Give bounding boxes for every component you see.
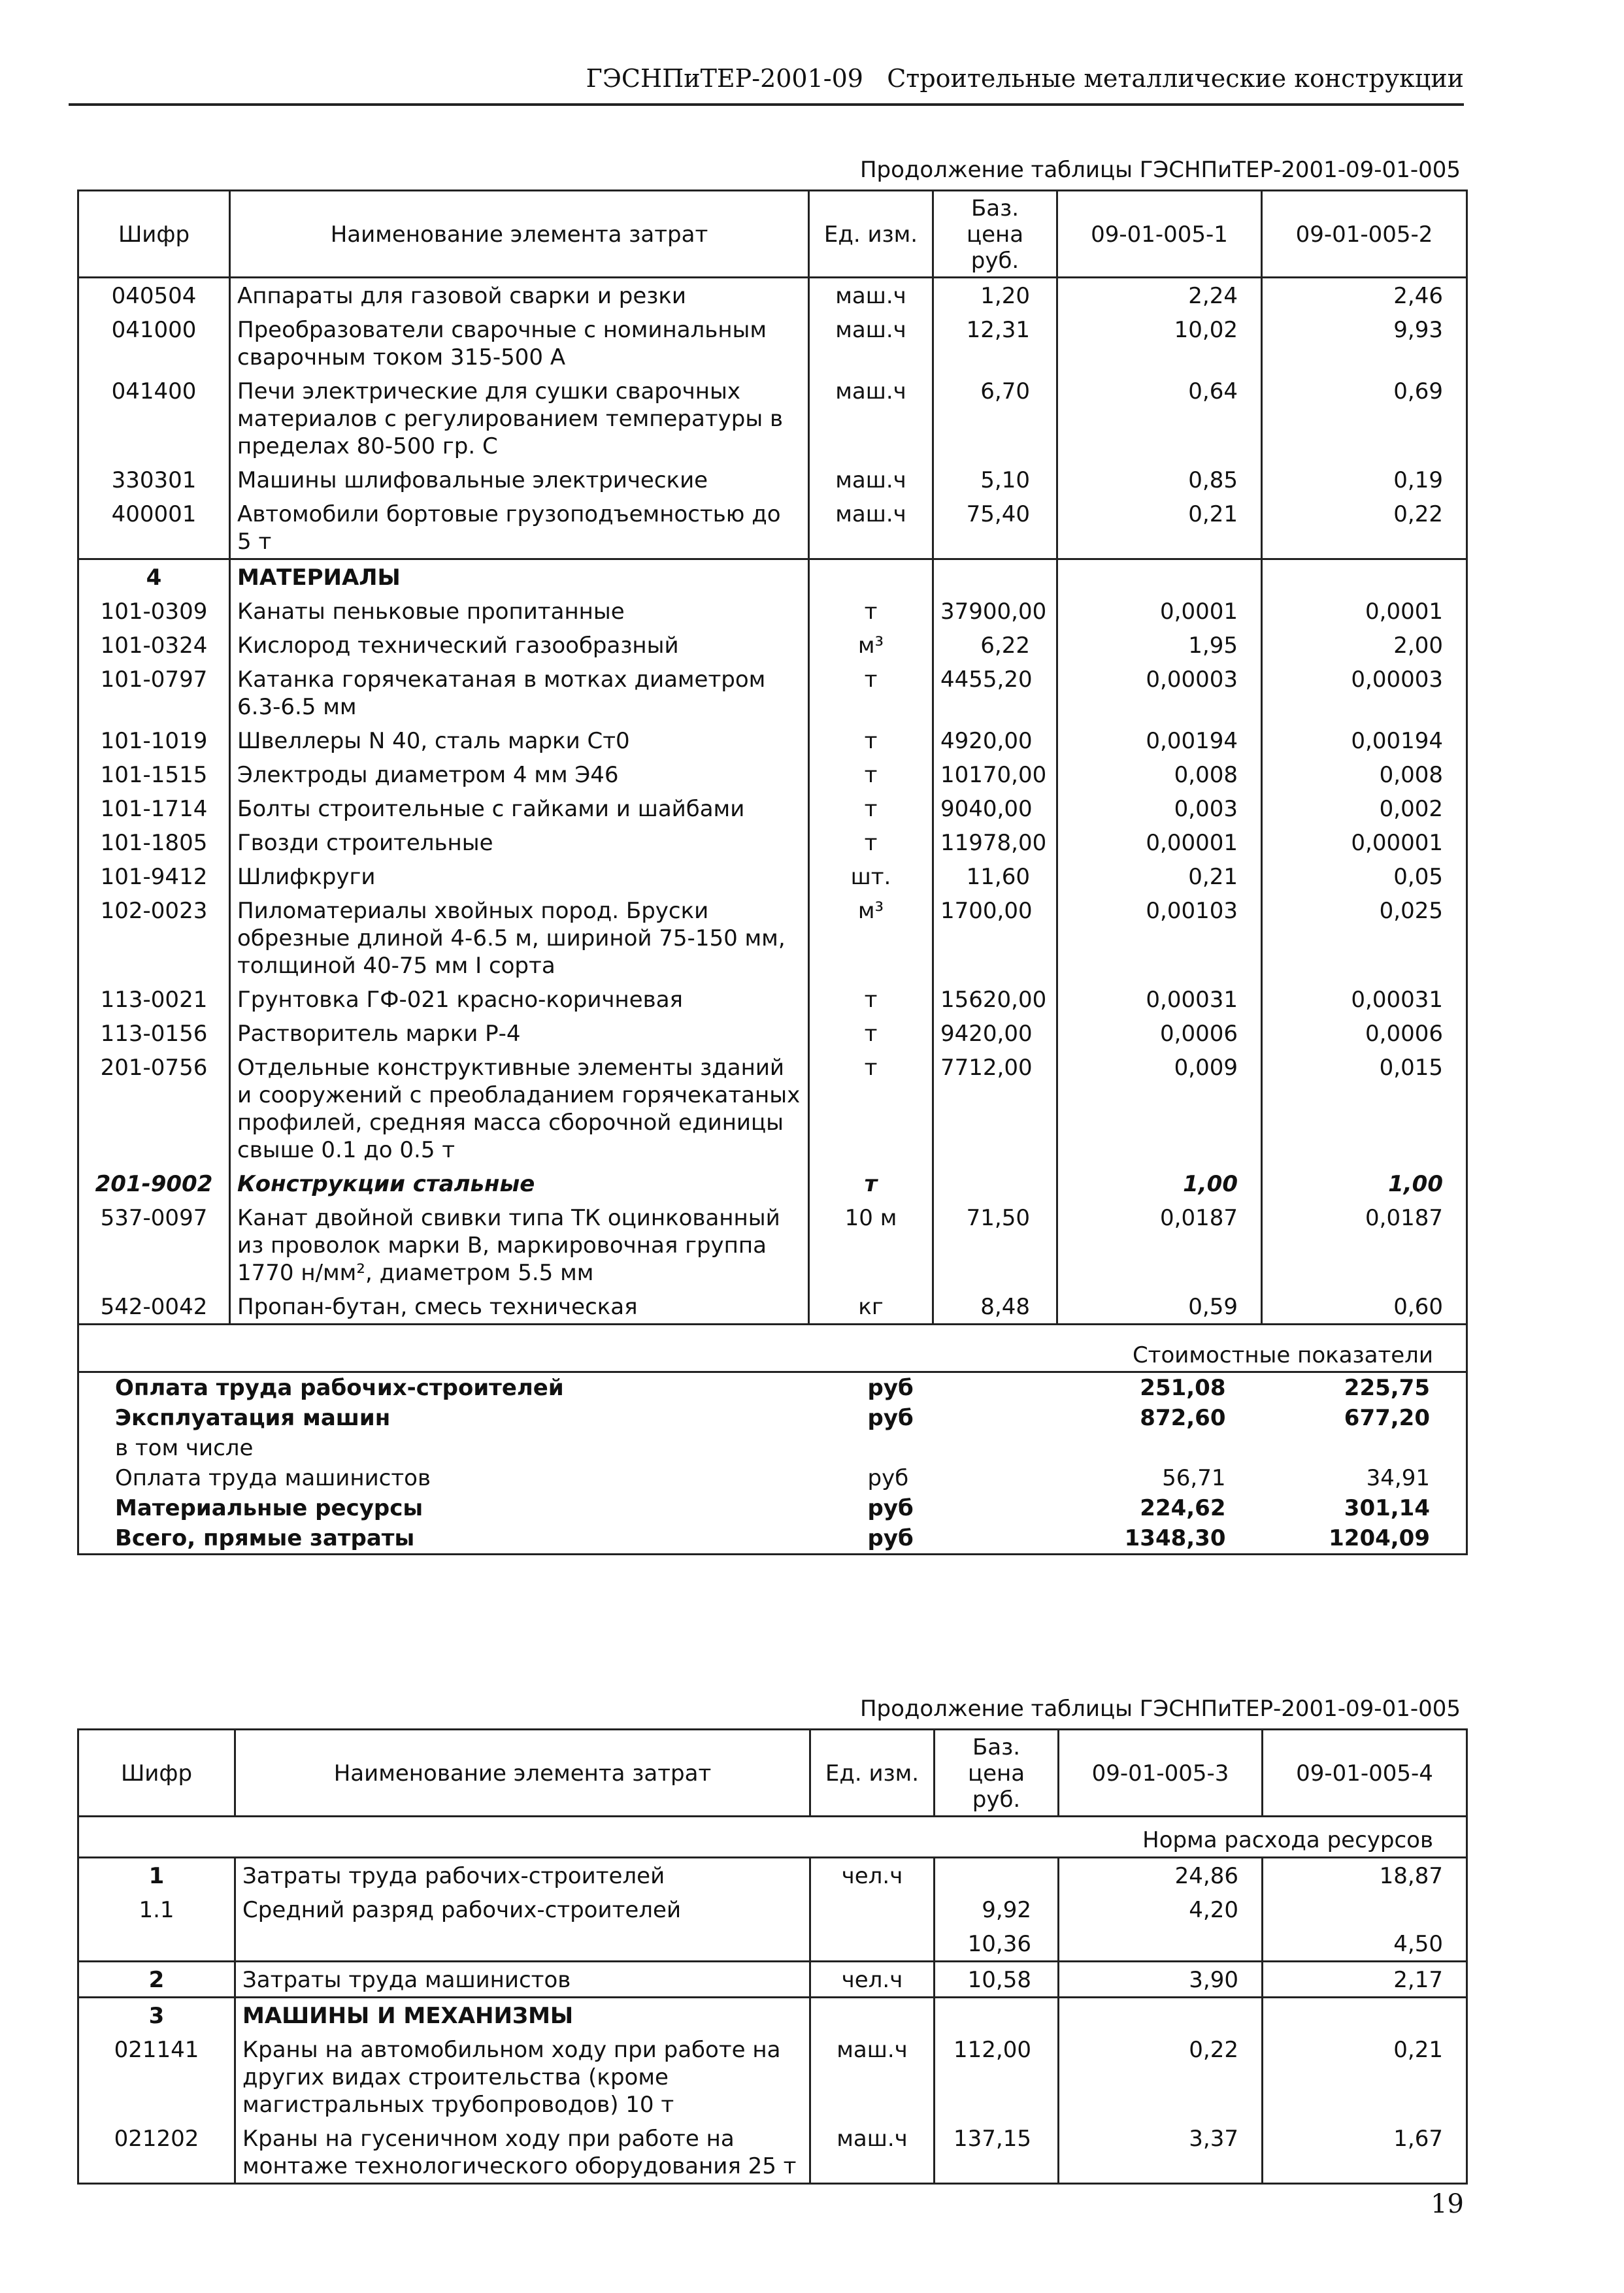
cell-value-1: 0,0006 <box>1057 1016 1262 1050</box>
summary-unit: руб <box>809 1372 933 1404</box>
cell-value-1 <box>1059 1926 1263 1962</box>
cell-code: 330301 <box>78 463 230 497</box>
cell-value-1: 3,37 <box>1059 2121 1263 2184</box>
table-row <box>78 1200 1467 1289</box>
table-row <box>78 723 1467 757</box>
cell-value-1: 0,00031 <box>1057 982 1262 1016</box>
cell-price: 10,36 <box>935 1926 1059 1962</box>
section-number: 4 <box>78 559 230 595</box>
table-row <box>78 1016 1467 1050</box>
cell-value-2: 0,00194 <box>1262 723 1467 757</box>
cell-unit: кг <box>809 1289 933 1325</box>
summary-label: в том числе <box>78 1433 809 1463</box>
table-row <box>78 463 1467 497</box>
cell-name: Швеллеры N 40, сталь марки Ст0 <box>230 723 809 757</box>
cell-name: Грунтовка ГФ-021 красно-коричневая <box>230 982 809 1016</box>
cell-price: 7712,00 <box>933 1050 1057 1166</box>
table-row <box>78 791 1467 825</box>
cell-price: 75,40 <box>933 497 1057 559</box>
summary-unit <box>809 1433 933 1463</box>
section-heading-row <box>78 559 1467 595</box>
cell-value-1: 24,86 <box>1059 1858 1263 1893</box>
cell-value-1: 0,009 <box>1057 1050 1262 1166</box>
col2-header-v2: 09-01-005-4 <box>1263 1730 1467 1817</box>
cell-name: Растворитель марки Р-4 <box>230 1016 809 1050</box>
col-header-name: Наименование элемента затрат <box>230 191 809 278</box>
cell-value-2: 0,60 <box>1262 1289 1467 1325</box>
cell-value-2: 1,00 <box>1262 1166 1467 1200</box>
cell-price <box>935 1998 1059 2033</box>
cell-value-2: 0,025 <box>1262 893 1467 982</box>
cell-value-1: 0,22 <box>1059 2032 1263 2121</box>
cell-value-2: 0,05 <box>1262 859 1467 893</box>
empty-cell <box>933 1403 1057 1433</box>
cell-code: 2 <box>78 1962 235 1998</box>
cell-name: Болты строительные с гайками и шайбами <box>230 791 809 825</box>
resource-table-2 <box>77 1728 1468 2185</box>
cell-value-2 <box>1263 1892 1467 1926</box>
cell-value-2: 0,22 <box>1262 497 1467 559</box>
empty-cell <box>809 559 933 595</box>
table-row <box>78 1892 1467 1926</box>
cell-code: 201-9002 <box>78 1166 230 1200</box>
col-header-code: Шифр <box>78 191 230 278</box>
summary-value-2: 301,14 <box>1262 1493 1467 1523</box>
cell-price: 10170,00 <box>933 757 1057 791</box>
cell-name: Пропан-бутан, смесь техническая <box>230 1289 809 1325</box>
cell-value-1: 1,95 <box>1057 628 1262 662</box>
cell-value-1: 0,00001 <box>1057 825 1262 859</box>
cell-price: 9040,00 <box>933 791 1057 825</box>
cell-name: Канаты пеньковые пропитанные <box>230 594 809 628</box>
page-number: 19 <box>1431 2189 1464 2219</box>
cell-code: 400001 <box>78 497 230 559</box>
col2-header-price: Баз. цена руб. <box>935 1730 1059 1817</box>
cell-value-2: 0,015 <box>1262 1050 1467 1166</box>
cell-code: 101-1805 <box>78 825 230 859</box>
summary-row <box>78 1433 1467 1463</box>
resource-table-1 <box>77 190 1468 1555</box>
table-row <box>78 374 1467 463</box>
cell-value-1: 0,21 <box>1057 497 1262 559</box>
cell-price: 9420,00 <box>933 1016 1057 1050</box>
cell-code: 040504 <box>78 278 230 313</box>
cell-price: 37900,00 <box>933 594 1057 628</box>
cell-code <box>78 1926 235 1962</box>
cell-value-1: 0,85 <box>1057 463 1262 497</box>
table-row <box>78 628 1467 662</box>
table-row <box>78 662 1467 723</box>
cell-name: Аппараты для газовой сварки и резки <box>230 278 809 313</box>
cell-unit: т <box>809 982 933 1016</box>
cell-value-2: 0,19 <box>1262 463 1467 497</box>
cell-price: 6,70 <box>933 374 1057 463</box>
cell-price: 137,15 <box>935 2121 1059 2184</box>
table-row <box>78 1926 1467 1962</box>
cell-price: 11978,00 <box>933 825 1057 859</box>
summary-value-1: 872,60 <box>1140 1405 1226 1431</box>
cell-name: Краны на автомобильном ходу при работе на других видах строительства (кроме магистральных трубопроводов) 10 т <box>235 2032 810 2121</box>
cell-value-2: 2,46 <box>1262 278 1467 313</box>
summary-value-2: 1204,09 <box>1262 1523 1467 1555</box>
cell-name: Печи электрические для сушки сварочных материалов с регулированием температуры в пределах 80-500 гр. С <box>230 374 809 463</box>
cell-unit: маш.ч <box>809 497 933 559</box>
cell-price: 12,31 <box>933 312 1057 374</box>
cell-price: 1,20 <box>933 278 1057 313</box>
cell-name: Преобразователи сварочные с номинальным сварочным током 315-500 А <box>230 312 809 374</box>
cell-value-1: 0,0001 <box>1057 594 1262 628</box>
summary-label: Эксплуатация машин <box>78 1403 809 1433</box>
cell-price <box>935 1858 1059 1893</box>
empty-cell <box>1262 559 1467 595</box>
cell-code: 1 <box>78 1858 235 1893</box>
cell-value-1: 10,02 <box>1057 312 1262 374</box>
summary-label: Оплата труда рабочих-строителей <box>78 1372 809 1404</box>
col-header-v2: 09-01-005-2 <box>1262 191 1467 278</box>
summary-label: Материальные ресурсы <box>78 1493 809 1523</box>
cell-code: 3 <box>78 1998 235 2033</box>
cell-unit: т <box>809 757 933 791</box>
table-row <box>78 982 1467 1016</box>
cell-price: 8,48 <box>933 1289 1057 1325</box>
cell-unit: т <box>809 1050 933 1166</box>
table-row <box>78 1858 1467 1893</box>
summary-unit: руб <box>867 1495 914 1521</box>
section-title: МАТЕРИАЛЫ <box>230 559 809 595</box>
cell-unit <box>810 1998 935 2033</box>
summary-value-2: 34,91 <box>1262 1463 1467 1493</box>
cell-value-2: 4,50 <box>1263 1926 1467 1962</box>
cell-value-1: 0,64 <box>1057 374 1262 463</box>
cell-value-2: 0,00031 <box>1262 982 1467 1016</box>
col-header-unit: Ед. изм. <box>809 191 933 278</box>
cell-name: Шлифкруги <box>230 859 809 893</box>
table-row <box>78 1166 1467 1200</box>
table-row <box>78 497 1467 559</box>
cell-price: 9,92 <box>935 1892 1059 1926</box>
cell-value-1: 3,90 <box>1059 1962 1263 1998</box>
cell-value-2: 18,87 <box>1263 1858 1467 1893</box>
table-row <box>78 825 1467 859</box>
cell-code: 542-0042 <box>78 1289 230 1325</box>
table-row <box>78 1050 1467 1166</box>
cell-code: 101-0797 <box>78 662 230 723</box>
cell-name: Гвозди строительные <box>230 825 809 859</box>
norm-banner: Норма расхода ресурсов <box>78 1817 1467 1858</box>
cell-unit: т <box>809 594 933 628</box>
cell-value-2: 0,21 <box>1263 2032 1467 2121</box>
header-title: Строительные металлические конструкции <box>887 64 1464 93</box>
col2-header-name: Наименование элемента затрат <box>235 1730 810 1817</box>
cell-name: Затраты труда машинистов <box>235 1962 810 1998</box>
cell-value-1: 0,59 <box>1057 1289 1262 1325</box>
page-header <box>69 58 1464 106</box>
cell-name: Затраты труда рабочих-строителей <box>235 1858 810 1893</box>
cell-name: Катанка горячекатаная в мотках диаметром 6.3-6.5 мм <box>230 662 809 723</box>
cell-value-2: 0,0001 <box>1262 594 1467 628</box>
table-row <box>78 2032 1467 2121</box>
cell-unit: маш.ч <box>810 2032 935 2121</box>
cell-unit: маш.ч <box>809 278 933 313</box>
cell-value-2: 2,00 <box>1262 628 1467 662</box>
summary-unit: руб <box>867 1405 914 1431</box>
cell-price: 15620,00 <box>933 982 1057 1016</box>
cell-name: Машины шлифовальные электрические <box>230 463 809 497</box>
cell-price: 4455,20 <box>933 662 1057 723</box>
cell-unit: 10 м <box>809 1200 933 1289</box>
cell-name: МАШИНЫ И МЕХАНИЗМЫ <box>235 1998 810 2033</box>
cell-name: Автомобили бортовые грузоподъемностью до 5 т <box>230 497 809 559</box>
cell-value-2: 0,00001 <box>1262 825 1467 859</box>
cell-unit: т <box>809 723 933 757</box>
table-row <box>78 859 1467 893</box>
cell-value-1: 0,00103 <box>1057 893 1262 982</box>
summary-value-2 <box>1262 1433 1467 1463</box>
cell-code: 101-1714 <box>78 791 230 825</box>
cell-name: Канат двойной свивки типа ТК оцинкованный из проволок марки В, маркировочная группа 1770 н/мм², диаметром 5.5 мм <box>230 1200 809 1289</box>
table-row <box>78 278 1467 313</box>
cell-name <box>235 1926 810 1962</box>
cost-banner: Стоимостные показатели <box>78 1325 1467 1372</box>
cell-code: 101-9412 <box>78 859 230 893</box>
cell-price <box>933 1166 1057 1200</box>
summary-label: Оплата труда машинистов <box>78 1463 809 1493</box>
cell-value-1 <box>1059 1998 1263 2033</box>
empty-cell <box>933 1433 1057 1463</box>
summary-value-1: 1348,30 <box>1057 1523 1262 1555</box>
summary-value-1: 224,62 <box>1140 1495 1226 1521</box>
summary-value-2: 225,75 <box>1262 1372 1467 1404</box>
cell-name: Конструкции стальные <box>230 1166 809 1200</box>
cell-code: 113-0156 <box>78 1016 230 1050</box>
cell-price: 112,00 <box>935 2032 1059 2121</box>
summary-row <box>78 1523 1467 1555</box>
cell-code: 041000 <box>78 312 230 374</box>
header-code: ГЭСНПиТЕР-2001-09 <box>586 64 863 93</box>
cell-value-1: 4,20 <box>1059 1892 1263 1926</box>
cell-value-1: 0,21 <box>1057 859 1262 893</box>
cell-code: 021141 <box>78 2032 235 2121</box>
cell-unit: т <box>809 1166 933 1200</box>
summary-row <box>78 1493 1467 1523</box>
cell-name: Электроды диаметром 4 мм Э46 <box>230 757 809 791</box>
cell-unit: чел.ч <box>810 1858 935 1893</box>
cell-unit: т <box>809 825 933 859</box>
cell-value-2: 0,002 <box>1262 791 1467 825</box>
cell-unit: маш.ч <box>809 374 933 463</box>
cell-unit: т <box>809 662 933 723</box>
summary-value-1 <box>1057 1433 1262 1463</box>
cell-price: 11,60 <box>933 859 1057 893</box>
cell-name: Краны на гусеничном ходу при работе на монтаже технологического оборудования 25 т <box>235 2121 810 2184</box>
cell-unit: т <box>809 1016 933 1050</box>
cell-value-2: 0,0187 <box>1262 1200 1467 1289</box>
cell-unit: маш.ч <box>809 463 933 497</box>
cell-code: 1.1 <box>78 1892 235 1926</box>
cell-value-2: 0,69 <box>1262 374 1467 463</box>
summary-row <box>78 1463 1467 1493</box>
cell-unit: чел.ч <box>810 1962 935 1998</box>
cell-value-1: 2,24 <box>1057 278 1262 313</box>
cell-code: 021202 <box>78 2121 235 2184</box>
cell-unit <box>810 1926 935 1962</box>
cell-value-1: 0,003 <box>1057 791 1262 825</box>
cell-value-1: 0,008 <box>1057 757 1262 791</box>
summary-value-2: 677,20 <box>1262 1403 1467 1433</box>
table-row <box>78 1998 1467 2033</box>
table1-caption: Продолжение таблицы ГЭСНПиТЕР-2001-09-01-005 <box>859 157 1461 183</box>
empty-cell <box>933 559 1057 595</box>
col-header-v1: 09-01-005-1 <box>1057 191 1262 278</box>
summary-unit: руб <box>867 1465 909 1491</box>
cell-unit: м³ <box>809 628 933 662</box>
cell-name: Пиломатериалы хвойных пород. Бруски обрезные длиной 4-6.5 м, шириной 75-150 мм, толщиной 40-75 мм I сорта <box>230 893 809 982</box>
cell-value-2: 2,17 <box>1263 1962 1467 1998</box>
empty-cell <box>933 1493 1057 1523</box>
col2-header-v1: 09-01-005-3 <box>1059 1730 1263 1817</box>
cell-price: 5,10 <box>933 463 1057 497</box>
cell-price: 10,58 <box>935 1962 1059 1998</box>
cell-code: 102-0023 <box>78 893 230 982</box>
col2-header-code: Шифр <box>78 1730 235 1817</box>
summary-unit: руб <box>809 1523 933 1555</box>
summary-label: Всего, прямые затраты <box>78 1523 809 1555</box>
cell-value-1: 0,0187 <box>1057 1200 1262 1289</box>
empty-cell <box>1057 559 1262 595</box>
table-row <box>78 594 1467 628</box>
cell-value-2: 1,67 <box>1263 2121 1467 2184</box>
cell-unit: м³ <box>809 893 933 982</box>
cell-price: 1700,00 <box>933 893 1057 982</box>
table-row <box>78 1289 1467 1325</box>
table-row <box>78 312 1467 374</box>
cell-value-2: 0,008 <box>1262 757 1467 791</box>
cell-value-2: 0,0006 <box>1262 1016 1467 1050</box>
table2-caption: Продолжение таблицы ГЭСНПиТЕР-2001-09-01-005 <box>859 1696 1461 1722</box>
cell-price: 71,50 <box>933 1200 1057 1289</box>
cell-code: 101-1515 <box>78 757 230 791</box>
cost-banner-row <box>78 1325 1467 1372</box>
summary-row <box>78 1372 1467 1404</box>
cell-unit: маш.ч <box>810 2121 935 2184</box>
cell-unit: т <box>809 791 933 825</box>
col2-header-unit: Ед. изм. <box>810 1730 935 1817</box>
empty-cell <box>933 1523 1057 1555</box>
cell-code: 101-1019 <box>78 723 230 757</box>
table-row <box>78 757 1467 791</box>
cell-value-2: 9,93 <box>1262 312 1467 374</box>
cell-code: 201-0756 <box>78 1050 230 1166</box>
cell-code: 537-0097 <box>78 1200 230 1289</box>
summary-value-1: 251,08 <box>1057 1372 1262 1404</box>
table-row <box>78 893 1467 982</box>
table-row <box>78 1962 1467 1998</box>
summary-value-1: 56,71 <box>1162 1465 1226 1491</box>
cell-price: 4920,00 <box>933 723 1057 757</box>
cell-code: 101-0324 <box>78 628 230 662</box>
table-row <box>78 2121 1467 2184</box>
cell-code: 113-0021 <box>78 982 230 1016</box>
cell-value-1: 0,00003 <box>1057 662 1262 723</box>
cell-unit: шт. <box>809 859 933 893</box>
cell-unit <box>810 1892 935 1926</box>
cell-name: Кислород технический газообразный <box>230 628 809 662</box>
summary-row <box>78 1403 1467 1433</box>
cell-price: 6,22 <box>933 628 1057 662</box>
cell-code: 041400 <box>78 374 230 463</box>
cell-value-1: 0,00194 <box>1057 723 1262 757</box>
cell-name: Отдельные конструктивные элементы зданий и сооружений с преобладанием горячекатаных профилей, средняя масса сборочной единицы свыше 0.1 до 0.5 т <box>230 1050 809 1166</box>
cell-value-1: 1,00 <box>1057 1166 1262 1200</box>
cell-name: Средний разряд рабочих-строителей <box>235 1892 810 1926</box>
cell-value-2: 0,00003 <box>1262 662 1467 723</box>
col-header-price: Баз. цена руб. <box>933 191 1057 278</box>
cell-unit: маш.ч <box>809 312 933 374</box>
cell-code: 101-0309 <box>78 594 230 628</box>
empty-cell <box>933 1372 1057 1404</box>
norm-banner-row <box>78 1817 1467 1858</box>
empty-cell <box>933 1463 1057 1493</box>
cell-value-2 <box>1263 1998 1467 2033</box>
